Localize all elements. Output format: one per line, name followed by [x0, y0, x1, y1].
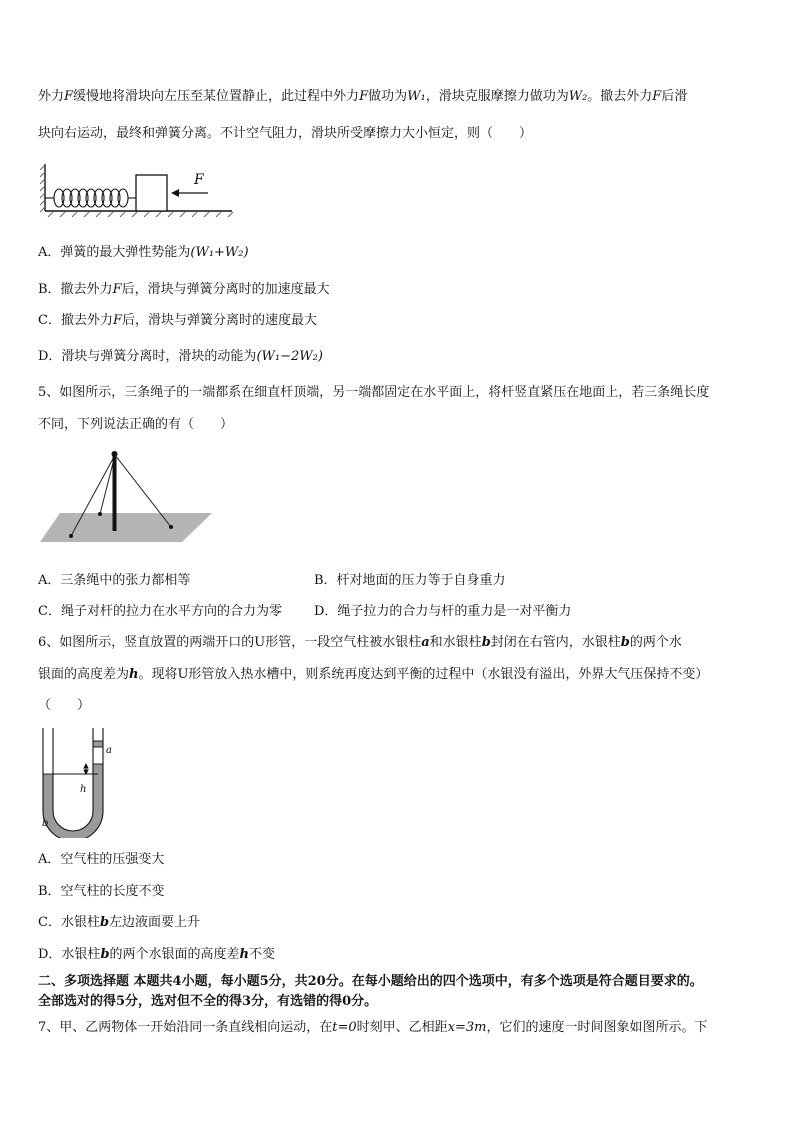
ground-plane [40, 513, 212, 542]
q4-stem-line-2: 块向右运动，最终和弹簧分离。不计空气阻力，滑块所受摩擦力大小恒定，则（ ） [38, 126, 533, 141]
q5-option-a: A．三条绳中的张力都相等 [38, 573, 191, 588]
q6-option-a: A．空气柱的压强变大 [38, 852, 165, 867]
rod-ropes-figure [40, 448, 212, 548]
q4-option-c: C．撤去外力F后，滑块与弹簧分离时的速度最大 [38, 313, 317, 328]
q5-stem-line-1: 5、如图所示，三条绳子的一端都系在细直杆顶端，另一端都固定在水平面上，将杆竖直紧压在地面上，若三条绳长度 [38, 385, 710, 400]
q5-stem-line-2: 不同，下列说法正确的有（ ） [38, 417, 234, 432]
section-2-heading-line-1: 二、多项选择题 本题共4小题，每小题5分，共20分。在每小题给出的四个选项中，有多个选项是符合题目要求的。 [38, 974, 703, 989]
slider-block [136, 175, 167, 211]
q4-option-b: B．撤去外力F后，滑块与弹簧分离时的加速度最大 [38, 282, 330, 297]
q6-stem-line-2: 银面的高度差为h。现将U形管放入热水槽中，则系统再度达到平衡的过程中（水银没有溢出，外界大气压保持不变） [38, 667, 709, 682]
force-label: F [194, 172, 204, 188]
q6-stem-line-1: 6、如图所示，竖直放置的两端开口的U形管，一段空气柱被水银柱a和水银柱b封闭在右管内，水银柱b的两个水 [38, 635, 682, 650]
mercury-a [93, 741, 103, 747]
q6-option-d: D．水银柱b的两个水银面的高度差h不变 [38, 947, 276, 962]
force-arrow [171, 189, 208, 197]
q5-option-d: D．绳子拉力的合力与杆的重力是一对平衡力 [314, 604, 572, 619]
mercury-b-label: b [42, 818, 49, 829]
height-label: h [80, 784, 87, 795]
q4-option-a: A．弹簧的最大弹性势能为(W₁+W₂) [38, 245, 249, 260]
q4-option-d: D．滑块与弹簧分离时，滑块的动能为(W₁−2W₂) [38, 349, 323, 364]
section-2-heading-line-2: 全部选对的得5分，选对但不全的得3分，有选错的得0分。 [38, 994, 378, 1009]
u-tube-figure [36, 726, 116, 838]
q6-stem-line-3: （ ） [38, 698, 91, 713]
q5-option-c: C．绳子对杆的拉力在水平方向的合力为零 [38, 604, 282, 619]
mercury-a-label: a [106, 745, 112, 756]
q4-stem-line-1: 外力F缓慢地将滑块向左压至某位置静止，此过程中外力F做功为W₁，滑块克服摩擦力做功为W₂。撤去外力F后滑 [38, 89, 688, 104]
q6-option-c: C．水银柱b左边液面要上升 [38, 915, 201, 930]
q6-option-b: B．空气柱的长度不变 [38, 884, 165, 899]
mercury-b [43, 764, 103, 838]
vertical-rod [113, 454, 117, 531]
q5-option-b: B．杆对地面的压力等于自身重力 [314, 573, 506, 588]
q7-stem-line-1: 7、甲、乙两物体一开始沿同一条直线相向运动，在t=0时刻甲、乙相距x=3m，它们的速度一时间图象如图所示。下 [38, 1020, 708, 1035]
spring-coil [45, 189, 136, 207]
height-marker [84, 764, 88, 774]
spring-block-figure [40, 160, 235, 218]
